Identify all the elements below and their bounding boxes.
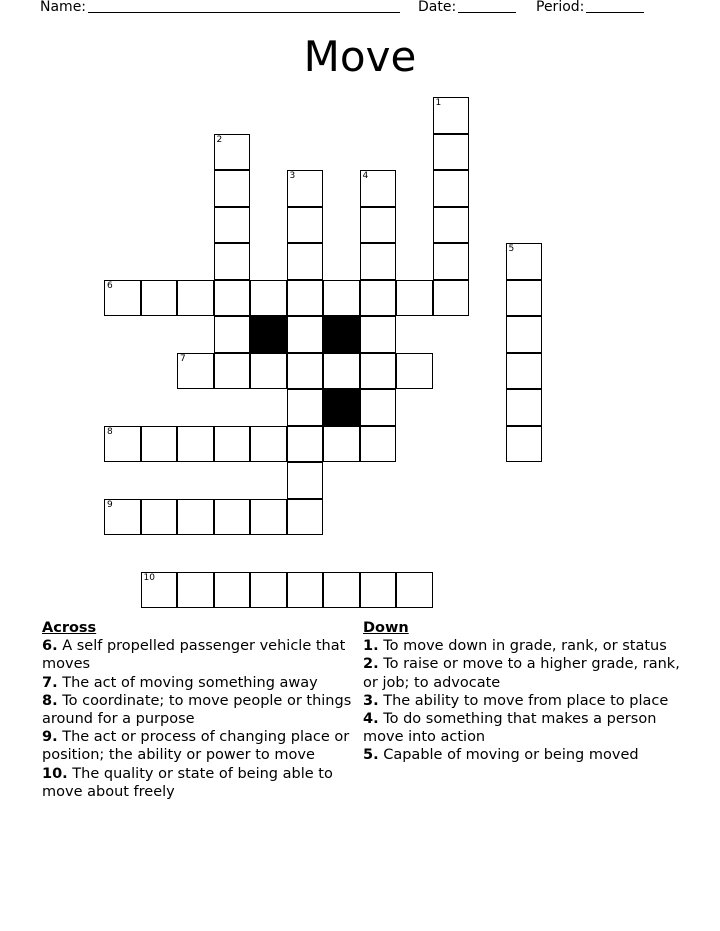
crossword-cell[interactable] — [433, 207, 470, 244]
clue-number: 10 — [143, 572, 155, 583]
black-square — [323, 316, 360, 353]
across-clue — [42, 692, 352, 728]
down-clues — [363, 619, 683, 765]
clue-number: 8 — [107, 426, 113, 437]
period-label: Period: — [536, 0, 585, 15]
crossword-cell[interactable] — [214, 243, 251, 280]
clue-text: To coordinate; to move people or things around for a purpose — [42, 692, 352, 728]
crossword-cell[interactable] — [323, 353, 360, 390]
crossword-cell[interactable] — [323, 426, 360, 463]
crossword-cell[interactable] — [141, 280, 178, 317]
crossword-cell[interactable] — [433, 97, 470, 134]
crossword-cell[interactable] — [214, 572, 251, 609]
crossword-cell[interactable] — [287, 462, 324, 499]
crossword-cell[interactable] — [360, 280, 397, 317]
crossword-cell[interactable] — [104, 499, 141, 536]
crossword-cell[interactable] — [250, 572, 287, 609]
crossword-cell[interactable] — [433, 280, 470, 317]
crossword-cell[interactable] — [360, 389, 397, 426]
crossword-cell[interactable] — [506, 353, 543, 390]
across-clue — [42, 765, 352, 801]
down-heading: Down — [363, 620, 409, 636]
crossword-cell[interactable] — [214, 499, 251, 536]
date-label: Date: — [418, 0, 457, 15]
crossword-cell[interactable] — [250, 426, 287, 463]
clue-number: 4. — [363, 711, 379, 728]
crossword-cell[interactable] — [104, 426, 141, 463]
across-clue-list — [42, 637, 352, 801]
clue-text: The act or process of changing place or position; the ability or power to move — [42, 729, 350, 764]
crossword-cell[interactable] — [287, 572, 324, 609]
crossword-cell[interactable] — [287, 280, 324, 317]
crossword-cell[interactable] — [214, 280, 251, 317]
clue-number: 10. — [42, 765, 68, 782]
crossword-cell[interactable] — [214, 353, 251, 390]
crossword-cell[interactable] — [287, 207, 324, 244]
clue-text: To raise or move to a higher grade, rank, or job; to advocate — [363, 656, 680, 691]
crossword-cell[interactable] — [287, 353, 324, 390]
crossword-cell[interactable] — [177, 572, 214, 609]
clue-text: The ability to move from place to place — [378, 692, 669, 709]
clue-number: 6. — [42, 638, 58, 655]
crossword-cell[interactable] — [250, 280, 287, 317]
crossword-cell[interactable] — [177, 353, 214, 390]
across-heading: Across — [42, 620, 97, 636]
crossword-cell[interactable] — [396, 280, 433, 317]
crossword-cell[interactable] — [250, 353, 287, 390]
across-clue — [42, 674, 352, 692]
clue-number: 7. — [42, 674, 58, 691]
crossword-cell[interactable] — [214, 426, 251, 463]
crossword-cell[interactable] — [287, 316, 324, 353]
crossword-cell[interactable] — [396, 572, 433, 609]
crossword-cell[interactable] — [287, 426, 324, 463]
clue-number: 7 — [180, 353, 186, 364]
down-clue — [363, 746, 683, 764]
crossword-cell[interactable] — [177, 426, 214, 463]
clue-number: 3 — [289, 171, 296, 181]
crossword-cell[interactable] — [323, 572, 360, 609]
crossword-cell[interactable] — [506, 426, 543, 463]
crossword-cell[interactable] — [360, 353, 397, 390]
crossword-cell[interactable] — [214, 170, 251, 207]
clue-number: 1 — [435, 98, 442, 108]
crossword-cell[interactable] — [214, 207, 251, 244]
clue-number: 2 — [216, 134, 223, 145]
crossword-cell[interactable] — [177, 499, 214, 536]
crossword-cell[interactable] — [396, 353, 433, 390]
crossword-cell[interactable] — [360, 316, 397, 353]
page-title: Move — [303, 32, 417, 81]
crossword-cell[interactable] — [287, 243, 324, 280]
down-clue — [363, 655, 683, 691]
clue-text: Capable of moving or being moved — [378, 747, 639, 764]
crossword-cell[interactable] — [506, 389, 543, 426]
crossword-cell[interactable] — [433, 243, 470, 280]
clue-text: The act of moving something away — [57, 674, 318, 691]
crossword-cell[interactable] — [506, 243, 543, 280]
down-clue — [363, 637, 683, 655]
crossword-cell[interactable] — [506, 316, 543, 353]
clue-number: 4 — [362, 171, 369, 181]
clue-number: 9. — [42, 729, 58, 746]
clue-number: 8. — [42, 692, 58, 709]
clue-number: 9 — [107, 499, 113, 510]
clue-number: 5. — [363, 747, 379, 764]
black-square — [250, 316, 287, 353]
crossword-cell[interactable] — [141, 426, 178, 463]
across-clues — [42, 619, 352, 801]
crossword-cell[interactable] — [360, 207, 397, 244]
across-clue — [42, 637, 352, 673]
down-clue-list — [363, 637, 683, 764]
name-label: Name: — [40, 0, 87, 15]
clue-number: 6 — [107, 280, 113, 291]
clue-number: 3. — [363, 692, 379, 709]
crossword-cell[interactable] — [141, 499, 178, 536]
clue-text: To move down in grade, rank, or status — [378, 638, 667, 655]
down-clue — [363, 710, 683, 746]
clue-number: 2. — [363, 656, 379, 673]
crossword-cell[interactable] — [250, 499, 287, 536]
crossword-cell[interactable] — [506, 280, 543, 317]
crossword-cell[interactable] — [360, 170, 397, 207]
down-clue — [363, 692, 683, 710]
clue-number: 1. — [363, 638, 379, 655]
crossword-cell[interactable] — [323, 280, 360, 317]
across-clue — [42, 728, 352, 764]
clue-text: A self propelled passenger vehicle that moves — [42, 638, 346, 673]
crossword-cell[interactable] — [433, 170, 470, 207]
clue-text: The quality or state of being able to move about freely — [42, 765, 333, 800]
crossword-cell[interactable] — [287, 170, 324, 207]
crossword-cell[interactable] — [214, 316, 251, 353]
crossword-cell[interactable] — [141, 572, 178, 609]
crossword-cell[interactable] — [287, 499, 324, 536]
crossword-cell[interactable] — [433, 134, 470, 171]
crossword-cell[interactable] — [214, 134, 251, 171]
crossword-cell[interactable] — [177, 280, 214, 317]
crossword-cell[interactable] — [360, 572, 397, 609]
clue-text: To do something that makes a person move into action — [363, 711, 657, 746]
crossword-cell[interactable] — [360, 426, 397, 463]
crossword-cell[interactable] — [287, 389, 324, 426]
clue-number: 5 — [508, 244, 515, 254]
crossword-cell[interactable] — [104, 280, 141, 317]
black-square — [323, 389, 360, 426]
crossword-cell[interactable] — [360, 243, 397, 280]
